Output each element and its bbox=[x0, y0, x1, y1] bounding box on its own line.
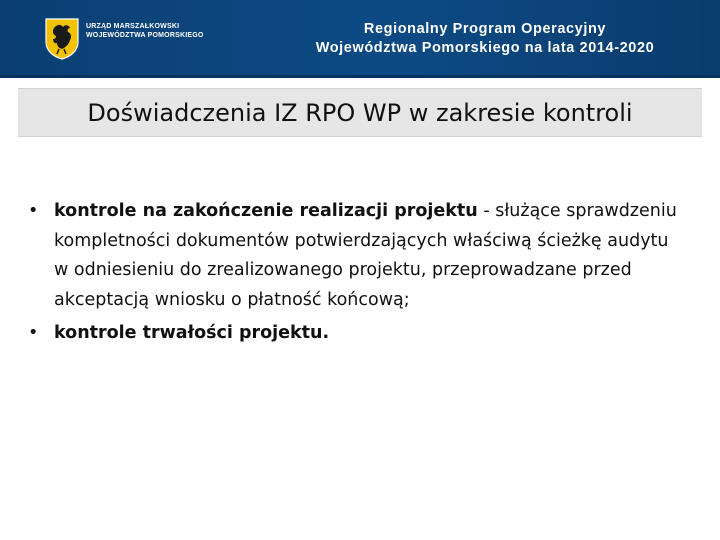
bullet-text: - służące sprawdzeniu kompletności dokumentów potwierdzających właściwą ścieżkę audytu w odniesieniu do zrealizowanego projektu, przeprowadzane przed akceptacją wniosku o płatność końcową; bbox=[54, 201, 677, 310]
slide-title: Doświadczenia IZ RPO WP w zakresie kontroli bbox=[87, 98, 633, 127]
logo-line-2: WOJEWÓDZTWA POMORSKIEGO bbox=[86, 32, 204, 39]
program-title-line-2: Województwa Pomorskiego na lata 2014-2020 bbox=[315, 40, 655, 56]
program-title-line-1: Regionalny Program Operacyjny bbox=[363, 21, 607, 37]
program-title bbox=[270, 20, 700, 58]
bullet-lead: kontrole na zakończenie realizacji projektu bbox=[54, 201, 478, 221]
slide-title-band bbox=[18, 88, 702, 137]
header-bar bbox=[0, 0, 720, 78]
griffin-crest-icon bbox=[45, 18, 79, 60]
logo-line-1: URZĄD MARSZAŁKOWSKI bbox=[86, 23, 180, 30]
bullet-list bbox=[28, 197, 688, 353]
bullet-marker: • bbox=[28, 201, 39, 221]
list-item bbox=[28, 319, 688, 349]
bullet-lead: kontrole trwałości projektu. bbox=[54, 323, 330, 343]
logo-text bbox=[86, 22, 204, 40]
bullet-marker: • bbox=[28, 323, 39, 343]
list-item bbox=[28, 197, 688, 315]
